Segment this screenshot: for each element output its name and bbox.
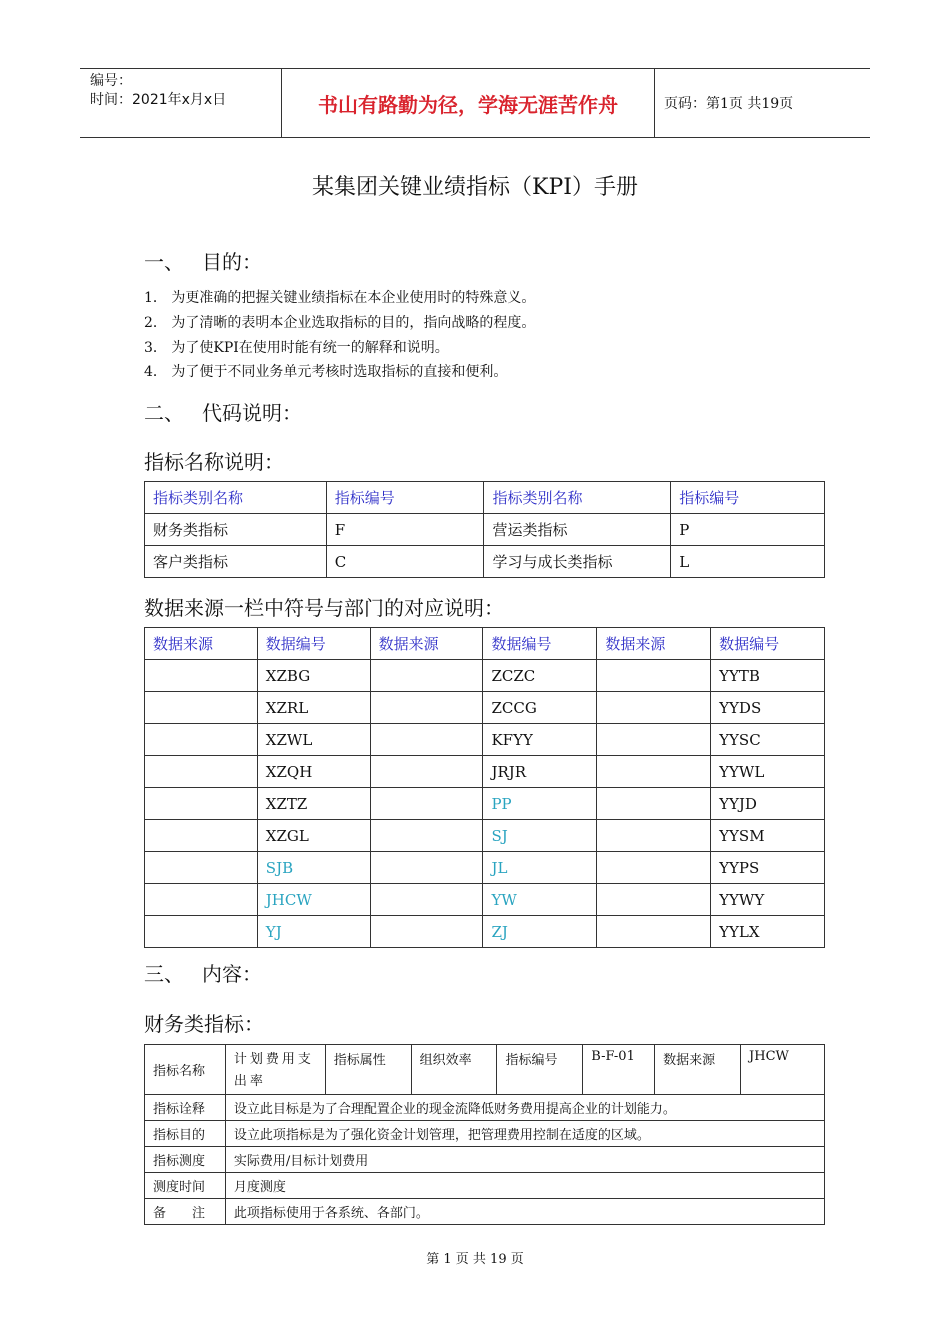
table-cell: YYJD — [711, 788, 825, 820]
table-cell — [370, 916, 483, 948]
table-header-cell: 数据编号 — [483, 628, 597, 660]
table-header-row — [145, 628, 825, 660]
table-cell — [597, 692, 711, 724]
table-cell: ZJ — [483, 916, 597, 948]
data-source-table — [144, 627, 825, 948]
table-header-cell: 数据编号 — [711, 628, 825, 660]
section-3-number: 三、 — [144, 962, 184, 986]
table-cell — [597, 788, 711, 820]
table-cell — [145, 788, 258, 820]
kpi-row-label: 测度时间 — [145, 1173, 226, 1199]
kpi-row-label: 指标测度 — [145, 1147, 226, 1173]
table-row — [145, 1147, 825, 1173]
table-row — [145, 1173, 825, 1199]
table-row — [145, 852, 825, 884]
table-cell: L — [671, 546, 825, 578]
table-row — [145, 724, 825, 756]
table-row — [145, 1199, 825, 1225]
table-cell — [597, 756, 711, 788]
section-2-number: 二、 — [144, 401, 184, 425]
document-title: 某集团关键业绩指标（KPI）手册 — [312, 175, 638, 200]
kpi-row-value: 此项指标使用于各系统、各部门。 — [225, 1199, 824, 1225]
table-cell: SJB — [257, 852, 370, 884]
table-cell — [145, 820, 258, 852]
kpi-row-value: 月度测度 — [225, 1173, 824, 1199]
table-cell — [370, 692, 483, 724]
table-cell — [370, 660, 483, 692]
table-cell — [145, 916, 258, 948]
table-cell: YYDS — [711, 692, 825, 724]
index-name-heading: 指标名称说明： — [144, 450, 284, 474]
table-cell: SJ — [483, 820, 597, 852]
table-cell — [597, 660, 711, 692]
table-cell: XZTZ — [257, 788, 370, 820]
index-category-table — [144, 481, 825, 578]
table-cell — [370, 820, 483, 852]
table-cell — [370, 852, 483, 884]
table-header-row — [145, 482, 825, 514]
table-row — [145, 820, 825, 852]
header-page-info: 页码：第1页 共19页 — [664, 96, 794, 112]
kpi-name-value: 计划费用支出率 — [225, 1045, 325, 1095]
table-cell: ZCZC — [483, 660, 597, 692]
table-cell: YYTB — [711, 660, 825, 692]
table-cell: 学习与成长类指标 — [484, 546, 671, 578]
table-cell — [597, 884, 711, 916]
table-cell: XZBG — [257, 660, 370, 692]
table-row — [145, 514, 825, 546]
table-cell — [370, 756, 483, 788]
table-cell — [145, 756, 258, 788]
table-row — [145, 916, 825, 948]
table-cell: XZQH — [257, 756, 370, 788]
table-cell — [145, 660, 258, 692]
table-cell — [597, 852, 711, 884]
table-row — [145, 788, 825, 820]
table-header-cell: 指标编号 — [671, 482, 825, 514]
purpose-item: 4． 为了便于不同业务单元考核时选取指标的直接和便利。 — [144, 364, 508, 380]
table-row — [145, 1095, 825, 1121]
kpi-row-value: 设立此目标是为了合理配置企业的现金流降低财务费用提高企业的计划能力。 — [225, 1095, 824, 1121]
table-cell: YYPS — [711, 852, 825, 884]
table-row — [145, 1045, 825, 1095]
section-2-heading — [144, 397, 302, 426]
table-cell — [145, 724, 258, 756]
table-row — [145, 660, 825, 692]
table-cell: C — [326, 546, 484, 578]
table-cell: YYLX — [711, 916, 825, 948]
section-1-number: 一、 — [144, 250, 184, 274]
table-cell: ZCCG — [483, 692, 597, 724]
table-cell — [597, 916, 711, 948]
kpi-row-value: 实际费用/目标计划费用 — [225, 1147, 824, 1173]
table-cell: YJ — [257, 916, 370, 948]
kpi-code-value: B-F-01 — [583, 1045, 655, 1095]
table-cell: YYWY — [711, 884, 825, 916]
table-header-cell: 指标编号 — [326, 482, 484, 514]
table-cell: 财务类指标 — [145, 514, 327, 546]
kpi-row-label: 指标诠释 — [145, 1095, 226, 1121]
data-source-heading: 数据来源一栏中符号与部门的对应说明： — [144, 596, 504, 620]
table-cell — [597, 724, 711, 756]
table-cell: 营运类指标 — [484, 514, 671, 546]
table-cell — [370, 724, 483, 756]
table-cell — [597, 820, 711, 852]
kpi-attr-label: 指标属性 — [325, 1045, 411, 1095]
kpi-row-label: 备 注 — [145, 1199, 226, 1225]
kpi-source-value: JHCW — [741, 1045, 825, 1095]
kpi-code-label: 指标编号 — [497, 1045, 583, 1095]
kpi-attr-value: 组织效率 — [411, 1045, 497, 1095]
purpose-item: 1． 为更准确的把握关键业绩指标在本企业使用时的特殊意义。 — [144, 290, 536, 306]
section-1-title: 目的： — [202, 250, 262, 274]
table-row — [145, 546, 825, 578]
table-header-cell: 指标类别名称 — [484, 482, 671, 514]
table-cell: JHCW — [257, 884, 370, 916]
table-cell: JL — [483, 852, 597, 884]
table-cell: F — [326, 514, 484, 546]
table-cell: YYSM — [711, 820, 825, 852]
table-cell: YW — [483, 884, 597, 916]
finance-heading: 财务类指标： — [144, 1012, 264, 1036]
table-row — [145, 884, 825, 916]
header-number: 编号： — [90, 73, 132, 89]
table-header-cell: 数据来源 — [597, 628, 711, 660]
finance-kpi-table — [144, 1044, 825, 1225]
kpi-name-label: 指标名称 — [145, 1045, 226, 1095]
kpi-source-label: 数据来源 — [655, 1045, 741, 1095]
table-cell: XZRL — [257, 692, 370, 724]
header-meta — [80, 69, 282, 137]
table-cell: KFYY — [483, 724, 597, 756]
header-motto: 书山有路勤为径，学海无涯苦作舟 — [282, 69, 655, 137]
table-cell: PP — [483, 788, 597, 820]
section-3-heading — [144, 958, 262, 987]
table-cell: JRJR — [483, 756, 597, 788]
table-cell — [370, 788, 483, 820]
kpi-row-value: 设立此项指标是为了强化资金计划管理，把管理费用控制在适度的区域。 — [225, 1121, 824, 1147]
page-header — [80, 68, 870, 138]
table-cell: YYSC — [711, 724, 825, 756]
table-row — [145, 692, 825, 724]
table-header-cell: 指标类别名称 — [145, 482, 327, 514]
table-header-cell: 数据编号 — [257, 628, 370, 660]
table-row — [145, 1121, 825, 1147]
section-3-title: 内容： — [202, 962, 262, 986]
section-1-heading — [144, 246, 262, 275]
table-cell: P — [671, 514, 825, 546]
table-cell: YYWL — [711, 756, 825, 788]
table-cell: 客户类指标 — [145, 546, 327, 578]
table-cell — [145, 884, 258, 916]
kpi-row-label: 指标目的 — [145, 1121, 226, 1147]
table-cell — [145, 692, 258, 724]
purpose-item: 2． 为了清晰的表明本企业选取指标的目的，指向战略的程度。 — [144, 315, 536, 331]
header-time: 时间：2021年x月x日 — [90, 92, 227, 108]
table-cell — [370, 884, 483, 916]
table-cell — [145, 852, 258, 884]
table-row — [145, 756, 825, 788]
table-header-cell: 数据来源 — [370, 628, 483, 660]
table-header-cell: 数据来源 — [145, 628, 258, 660]
section-2-title: 代码说明： — [202, 401, 302, 425]
purpose-item: 3． 为了使KPI在使用时能有统一的解释和说明。 — [144, 340, 449, 356]
table-cell: XZGL — [257, 820, 370, 852]
table-cell: XZWL — [257, 724, 370, 756]
page-footer: 第 1 页 共 19 页 — [426, 1252, 524, 1267]
